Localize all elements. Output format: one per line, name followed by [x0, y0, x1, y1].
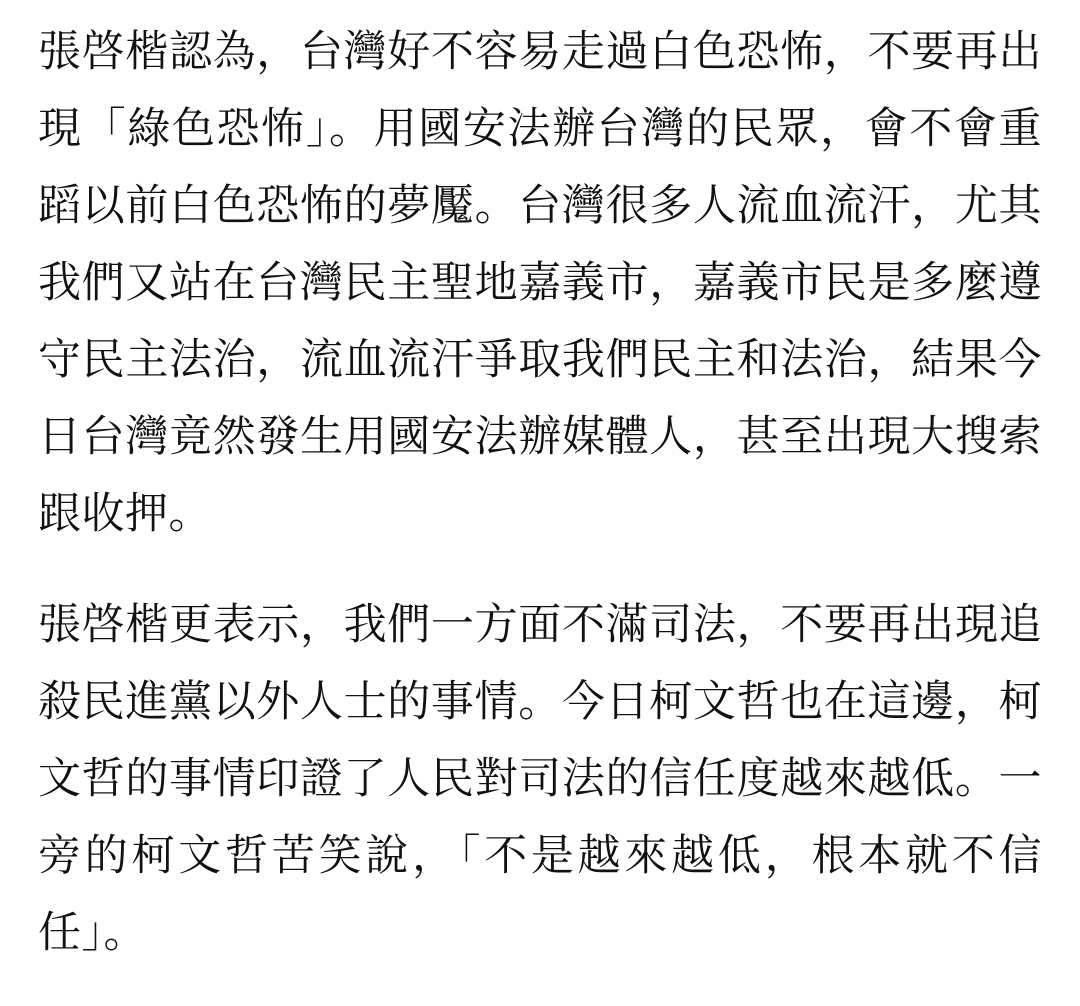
- article-paragraph-1: 張啓楷認為，台灣好不容易走過白色恐怖，不要再出現「綠色恐怖」。用國安法辦台灣的民眾，會不會重蹈以前白色恐怖的夢魘。台灣很多人流血流汗，尤其我們又站在台灣民主聖地嘉義市，嘉義市民是多麼遵守民主法治，流血流汗爭取我們民主和法治，結果今日台灣竟然發生用國安法辦媒體人，甚至出現大搜索跟收押。: [38, 28, 1042, 538]
- article-paragraph-2: 張啓楷更表示，我們一方面不滿司法，不要再出現追殺民進黨以外人士的事情。今日柯文哲也在這邊，柯文哲的事情印證了人民對司法的信任度越來越低。一旁的柯文哲苦笑說，「不是越來越低，根本就不信任」。: [38, 601, 1042, 957]
